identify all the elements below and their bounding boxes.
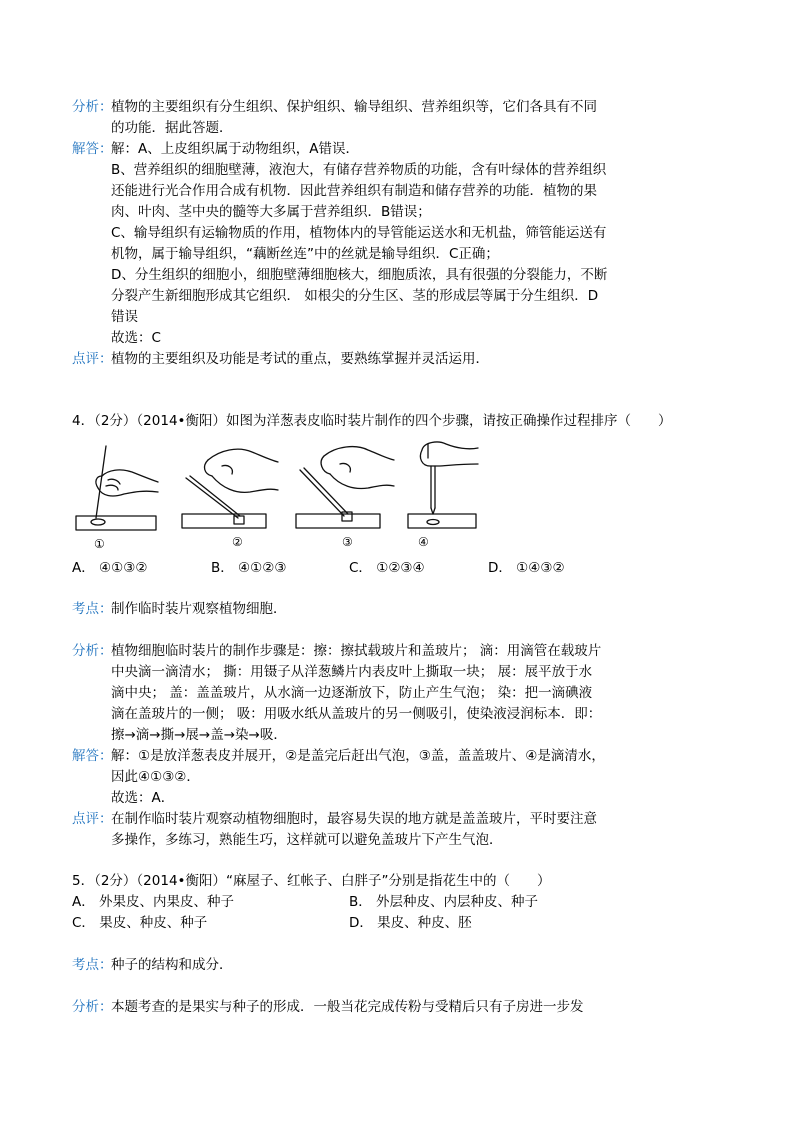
- answer-line: 解：①是放洋葱表皮并展开，②是盖完后赶出气泡，③盖，盖盖玻片、④是滴清水，: [111, 748, 605, 764]
- answer-line: 肉、叶肉、茎中央的髓等大多属于营养组织．B错误；: [111, 204, 431, 220]
- option-a: A． 外果皮、内果皮、种子: [72, 894, 235, 910]
- option-b: B． ④①②③: [211, 560, 287, 576]
- comment-line: 多操作，多练习，熟能生巧，这样就可以避免盖玻片下产生气泡．: [111, 832, 503, 848]
- answer-line: 错误: [111, 309, 138, 325]
- step-1-illustration: [76, 446, 158, 530]
- comment-line: 植物的主要组织及功能是考试的重点，要熟练掌握并灵活运用．: [111, 351, 489, 367]
- comment-line: 在制作临时装片观察动植物细胞时，最容易失误的地方就是盖盖玻片，平时要注意: [111, 811, 597, 827]
- analysis-line: 滴中央； 盖：盖盖玻片，从水滴一边逐渐放下，防止产生气泡； 染：把一滴碘液: [111, 685, 593, 701]
- option-b: B． 外层种皮、内层种皮、种子: [349, 894, 539, 910]
- step-4-illustration: [408, 442, 478, 528]
- option-c: C． 果皮、种皮、种子: [72, 915, 208, 931]
- comment-tag: 点评：: [72, 811, 113, 827]
- answer-line: C、输导组织有运输物质的作用，植物体内的导管能运送水和无机盐，筛管能运送有: [111, 225, 607, 241]
- step-label: ③: [342, 535, 353, 549]
- answer-line: 故选：C: [111, 330, 161, 346]
- option-c: C． ①②③④: [349, 560, 425, 576]
- analysis-line: 植物细胞临时装片的制作步骤是：擦：擦拭载玻片和盖玻片； 滴：用滴管在载玻片: [111, 643, 602, 659]
- answer-tag: 解答：: [72, 141, 113, 157]
- answer-line: 还能进行光合作用合成有机物．因此营养组织有制造和储存营养的功能．植物的果: [111, 183, 597, 199]
- analysis-tag: 分析：: [72, 99, 113, 115]
- analysis-line: 中央滴一滴清水； 撕：用镊子从洋葱鳞片内表皮叶上撕取一块； 展：展平放于水: [111, 664, 593, 680]
- q4-stem: 4．（2分）（2014•衡阳）如图为洋葱表皮临时装片制作的四个步骤，请按正确操作过程排序（ ）: [72, 413, 672, 429]
- answer-line: 机物，属于输导组织，“藕断丝连”中的丝就是输导组织．C正确；: [111, 246, 499, 262]
- step-label: ①: [94, 537, 105, 551]
- analysis-line: 植物的主要组织有分生组织、保护组织、输导组织、营养组织等，它们各具有不同: [111, 99, 597, 115]
- analysis-tag: 分析：: [72, 999, 113, 1015]
- step-label: ②: [232, 535, 243, 549]
- step-2-illustration: [182, 449, 278, 528]
- point-text: 种子的结构和成分．: [111, 957, 233, 973]
- option-a: A． ④①③②: [72, 560, 148, 576]
- step-3-illustration: [296, 447, 394, 528]
- comment-tag: 点评：: [72, 351, 113, 367]
- analysis-line: 本题考查的是果实与种子的形成．一般当花完成传粉与受精后只有子房进一步发: [111, 999, 584, 1015]
- answer-line: B、营养组织的细胞壁薄，液泡大，有储存营养物质的功能，含有叶绿体的营养组织: [111, 162, 607, 178]
- point-text: 制作临时装片观察植物细胞．: [111, 601, 287, 617]
- analysis-line: 擦→滴→撕→展→盖→染→吸．: [111, 727, 287, 743]
- answer-tag: 解答：: [72, 748, 113, 764]
- answer-line: 故选：A．: [111, 790, 175, 806]
- step-label: ④: [418, 535, 429, 549]
- answer-line: D、分生组织的细胞小，细胞壁薄细胞核大，细胞质浓，具有很强的分裂能力，不断: [111, 267, 608, 283]
- point-tag: 考点：: [72, 601, 113, 617]
- point-tag: 考点：: [72, 957, 113, 973]
- slide-preparation-figure: [72, 436, 492, 554]
- analysis-tag: 分析：: [72, 643, 113, 659]
- analysis-line: 的功能．据此答题．: [111, 120, 233, 136]
- option-d: D． ①④③②: [488, 560, 565, 576]
- q5-stem: 5．（2分）（2014•衡阳）“麻屋子、红帐子、白胖子”分别是指花生中的（ ）: [72, 873, 551, 889]
- answer-line: 解：A、上皮组织属于动物组织，A错误．: [111, 141, 359, 157]
- option-d: D． 果皮、种皮、胚: [349, 915, 472, 931]
- answer-line: 分裂产生新细胞形成其它组织． 如根尖的分生区、茎的形成层等属于分生组织．D: [111, 288, 599, 304]
- answer-line: 因此④①③②．: [111, 769, 200, 785]
- analysis-line: 滴在盖玻片的一侧； 吸：用吸水纸从盖玻片的另一侧吸引，使染液浸润标本．即：: [111, 706, 602, 722]
